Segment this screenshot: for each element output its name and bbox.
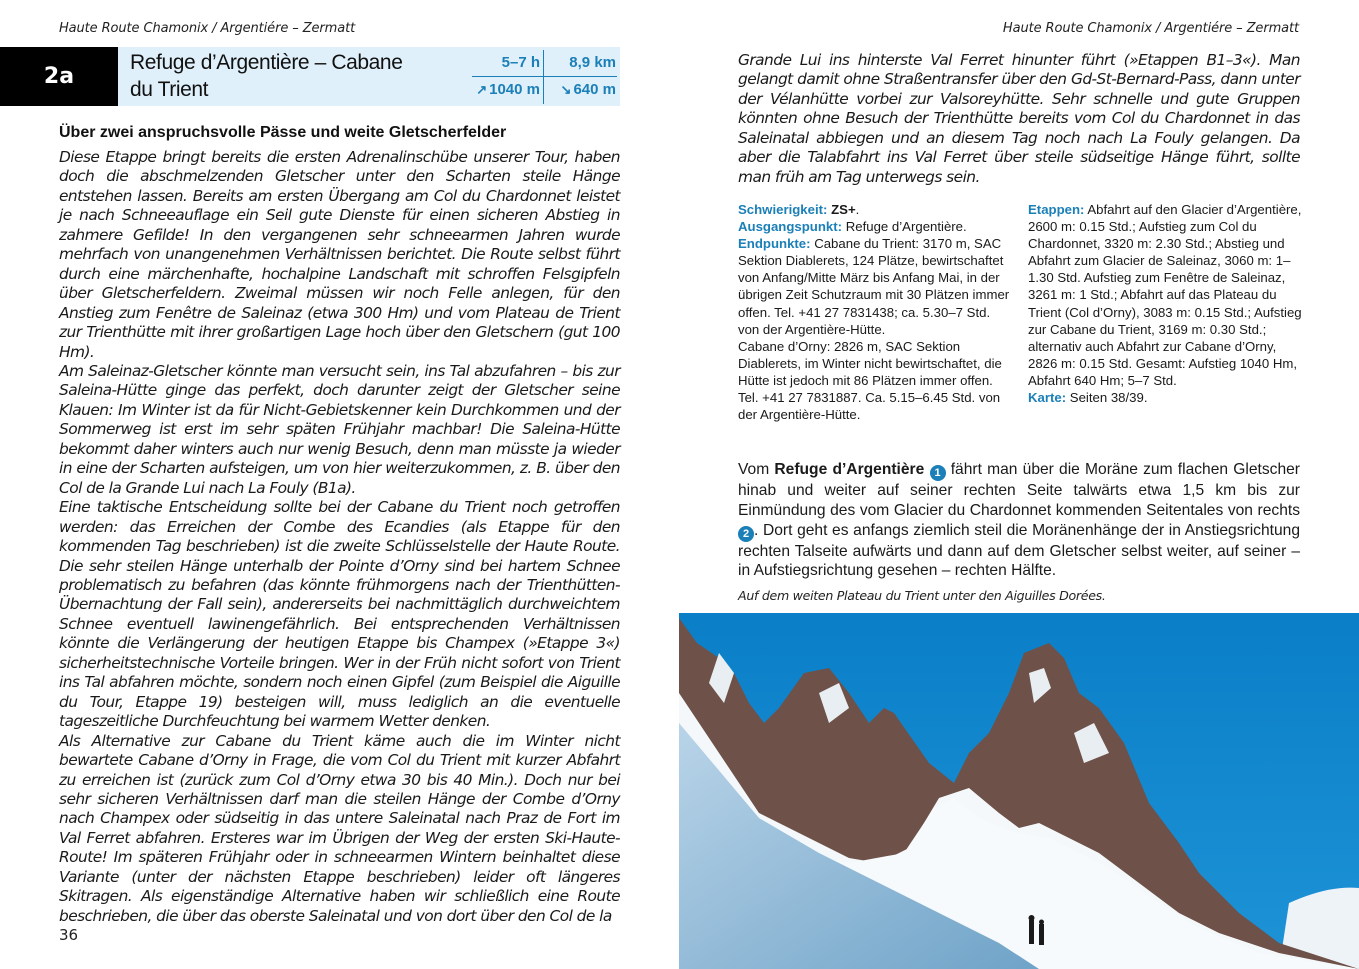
stage-number-badge: 2a <box>0 47 118 106</box>
info-difficulty <box>738 201 1013 218</box>
info-end-2: Cabane d’Orny: 2826 m, SAC Sektion Diablerets, im Winter nicht bewirtschaftet, die Hütte ist jedoch mit 86 Plätzen immer offen. Tel. +41 27 7831887. Ca. 5.15–6.45 Std. von der Argentière-Hütte. <box>738 338 1002 423</box>
stat-descent-value: 640 m <box>573 81 616 98</box>
stages-value: Abfahrt auf den Glacier d’Argentière, 2600 m: 0.15 Std.; Aufstieg zum Col du Chardonnet, 3320 m: 2.30 Std.; Abstieg und Abfahrt zum Glacier de Saleinaz, 3060 m: 1–1.30 Std. Aufstieg zum Fenêtre de Saleinaz, 3261 m: 1 Std.; Abfahrt auf das Plateau du Trient (Col d’Orny), 3083 m: 0.15 Std.; Aufstieg zur Cabane du Trient, 3169 m: 0.30 Std.; alternativ auch Abfahrt zur Cabane d’Orny, 2826 m: 0.15 Std. Gesamt: Aufstieg 1040 Hm, Abfahrt 640 Hm; 5–7 Std. <box>1028 202 1302 388</box>
stage-stats-box <box>472 50 617 104</box>
info-column-left <box>738 201 1013 423</box>
stages-label: Etappen: <box>1028 202 1085 217</box>
info-map <box>1028 389 1303 406</box>
route-description <box>738 460 1300 581</box>
start-place: Refuge d’Argentière <box>774 461 925 478</box>
waypoint-marker-1: 1 <box>930 465 946 481</box>
end-value: Cabane du Trient: 3170 m, SAC Sektion Diablerets, 124 Plätze, bewirtschaftet von Anfang/Mitte März bis Anfang Mai, in der übrigen Zeit Schutzraum mit 30 Plätzen immer offen. Tel. +41 27 7831438; ca. 5.30–7 Std. von der Argentière-Hütte. <box>738 236 1010 337</box>
mountain-photo-illustration <box>679 613 1359 969</box>
info-column-right <box>1028 201 1303 406</box>
info-start <box>738 218 1013 235</box>
running-head-right: Haute Route Chamonix / Argentiére – Zermatt <box>1002 21 1299 36</box>
stage-title-line-2: du Trient <box>130 78 209 101</box>
photo-caption: Auf dem weiten Plateau du Trient unter den Aiguilles Dorées. <box>738 588 1106 603</box>
paragraph: Vom Refuge d’Argentière 1 fährt man über die Moräne zum flachen Gletscher hinab und weiter auf seiner rechten Seite talwärts etwa 1,5 km bis zur Einmündung des vom Glacier du Chardonnet kommenden Seitentales von rechts 2 . Dort geht es anfangs ziemlich steil die Moränenhänge der in Anstiegsrichtung rechten Talseite aufwärts und dann auf dem Gletscher selbst weiter, auf seiner – in Aufstiegsrichtung gesehen – rechten Hälfte. <box>738 461 1300 580</box>
page-number: 36 <box>59 926 79 944</box>
stage-title-line-1: Refuge d’Argentière – Cabane <box>130 51 403 74</box>
paragraph: Eine taktische Entscheidung sollte bei der Cabane du Trient noch getroffen werden: das Erreichen der Combe des Ecandies (als Etappe für den kommenden Tag beschrieben) ist die zweite Schlüsselstelle der Haute Route. Die sehr steilen Hänge unterhalb der Pointe d’Orny sind bei hartem Schnee problematisch zu befahren (das könnte frühmorgens nach der Trienthütten-Übernachtung der Fall sein), andererseits bei nachmittäglich durchweichtem Schnee eventuell lawinengefährlich. Bei entsprechenden Verhältnissen könnte die Verlängerung der heutigen Etappe bis Champex (»Etappe 3«) sicherheitstechnische Vorteile bringen. Wer in der Früh nicht sofort von Trient ins Tal abfahren möchte, sondern noch einen Gipfel (zum Beispiel die Aiguille du Tour, Etappe 19) besteigen will, muss lediglich an die eventuelle tageszeitliche Durchfeuchtung bei warmem Wetter denken. <box>59 498 620 731</box>
info-stages <box>1028 201 1303 389</box>
map-value: Seiten 38/39. <box>1069 390 1148 406</box>
start-value: Refuge d’Argentière. <box>845 219 967 235</box>
right-body-text <box>738 51 1300 187</box>
arrow-up-right-icon: ↗ <box>476 82 488 97</box>
start-label: Ausgangspunkt: <box>738 219 843 235</box>
paragraph: Diese Etappe bringt bereits die ersten Adrenalinschübe unserer Tour, haben doch die abschmelzenden Gletscher unter den Scharten steile Hänge entstehen lassen. Bereits am ersten Übergang am Col du Chardonnet leistet je nach Schneeauflage ein Seil gute Dienste für einen sicheren Abstieg in zahmere Gefilde! In den vergangenen sehr schneearmen Jahren wurde mehrfach von unangenehmen Verhältnissen berichtet. Die Route selbst führt durch eine märchenhafte, hochalpine Landschaft mit schroffen Felsgipfeln über Gletscherfeldern. Zweimal müssen wir noch Felle anlegen, für den Anstieg zum Fenêtre de Saleinaz (etwa 300 Hm) und vom Plateau de Trient zur Trienthütte mit ihrer großartigen Lage hoch über den Gletschern (gut 100 Hm). <box>59 148 620 361</box>
waypoint-marker-2: 2 <box>738 526 754 542</box>
difficulty-label: Schwierigkeit: <box>738 202 828 217</box>
paragraph: Am Saleinaz-Gletscher könnte man versucht sein, ins Tal abzufahren – bis zur Saleina-Hütte ginge das perfekt, doch darunter zeigt der Gletscher seine Klauen: Im Winter ist da für Nicht-Gebietskenner kein Durchkommen und der Sommerweg ist erst im sehr späten Frühjahr machbar! Die Saleina-Hütte bekommt daher winters auch nur wenig Besuch, denn man müsste ja wieder in eine der Scharten aufsteigen, um von hier weiterzukommen, z. B. über den Col de la Grande Lui nach La Fouly (B1a). <box>59 361 620 497</box>
stat-duration: 5–7 h <box>501 54 540 71</box>
stat-ascent-value: 1040 m <box>489 81 540 98</box>
left-body-text <box>59 148 620 926</box>
paragraph: Grande Lui ins hinterste Val Ferret hinunter führt (»Etappen B1–3«). Man gelangt damit ohne Straßentransfer über den Gd-St-Bernard-Pass, dann unter der Vélanhütte vorbei zur Valsoreyhütte. Sehr schnelle und gute Gruppen könnten ohne Besuch der Trienthütte bereits vom Col du Chardonnet in das Saleinatal abbiegen und an diesem Tag noch nach La Fouly gelangen. Da aber die Talabfahrt ins Val Ferret über steile südseitige Hänge führt, sollte man früh am Tag unterwegs sein. <box>738 51 1300 186</box>
mountain-photo <box>679 613 1359 969</box>
end-label: Endpunkte: <box>738 236 811 252</box>
info-end <box>738 235 1013 338</box>
stat-distance: 8,9 km <box>569 54 616 71</box>
stage-subtitle: Über zwei anspruchsvolle Pässe und weite Gletscherfelder <box>59 124 507 141</box>
stage-title <box>130 49 460 103</box>
map-label: Karte: <box>1028 390 1067 406</box>
difficulty-suffix: . <box>855 202 860 217</box>
arrow-down-right-icon: ↘ <box>560 82 572 97</box>
paragraph: Als Alternative zur Cabane du Trient käme auch die im Winter nicht bewartete Cabane d’Orny in Frage, die vom Col du Trient mit kurzer Abfahrt zu erreichen ist (zurück zum Col d’Orny etwa 30 bis 40 Min.). Doch nur bei sehr sicheren Verhältnissen darf man die steilen Hänge der Combe d’Orny nach Champex oder südseitig in das untere Saleinatal nach Praz de Fort im Val Ferret abfahren. Ersteres war im Übrigen der Weg der ersten Ski-Haute-Route! Im späteren Frühjahr oder in schneearmen Wintern beinhaltet diese Variante (unter der nächsten Etappe beschrieben) leider oft längeres Skitragen. Als eigenständige Alternative haben wir schließlich eine Route beschrieben, die über das oberste Saleinatal und von dort über den Col de la <box>59 731 620 925</box>
stats-divider-vertical <box>543 50 544 104</box>
running-head-left: Haute Route Chamonix / Argentiére – Zermatt <box>59 21 356 36</box>
difficulty-value: ZS+ <box>831 202 856 217</box>
stat-ascent <box>472 77 540 103</box>
stat-descent <box>546 77 616 103</box>
